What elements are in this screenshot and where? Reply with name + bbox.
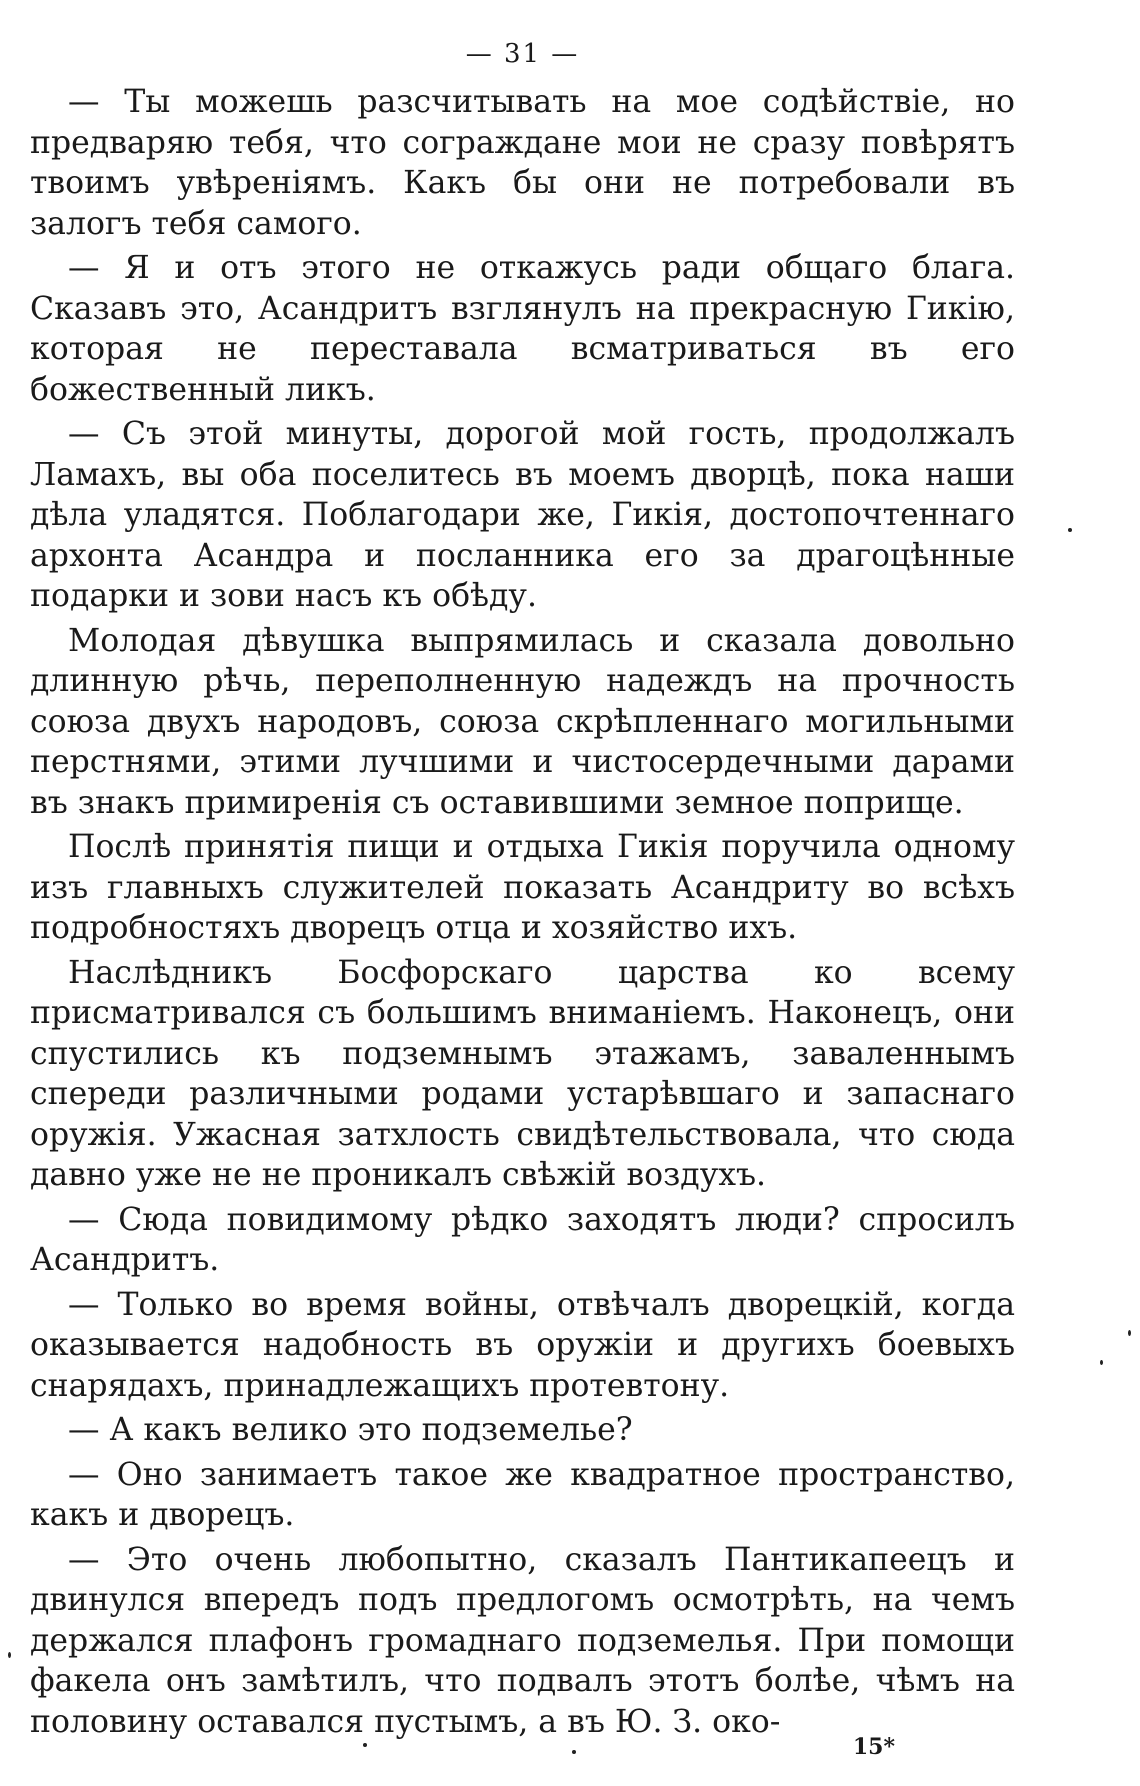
scan-speck [572,1750,576,1754]
paragraph: — Сюда повидимому рѣдко заходятъ люди? спросилъ Асандритъ. [30,1201,1015,1278]
paragraph: Наслѣдникъ Босфорскаго царства ко всему присматривался съ большимъ вниманіемъ. Наконецъ, они спустились къ подземнымъ этажамъ, заваленнымъ спереди различными родами устарѣвшаго и запаснаго оружія. Ужасная затхлость свидѣтельствовала, что сюда давно уже не не проникалъ свѣжій воздухъ. [30,954,1015,1193]
scan-speck [1100,1360,1103,1365]
paragraph: — Оно занимаетъ такое же квадратное пространство, какъ и дворецъ. [30,1456,1015,1533]
paragraph: — Это очень любопытно, сказалъ Пантикапеецъ и двинулся впередъ подъ предлогомъ осмотрѣть, на чемъ держался плафонъ громаднаго подземелья. При помощи факела онъ замѣтилъ, что подвалъ этотъ болѣе, чѣмъ на половину оставался пустымъ, а въ Ю. З. око- [30,1541,1015,1740]
page-text [30,82,1015,1742]
paragraph: — Съ этой минуты, дорогой мой гость, продолжалъ Ламахъ, вы оба поселитесь въ моемъ дворцѣ, пока наши дѣла уладятся. Поблагодари же, Гикія, достопочтеннаго архонта Асандра и посланника его за драгоцѣнные подарки и зови насъ къ обѣду. [30,416,1015,614]
scan-speck [363,1743,367,1747]
paragraph: — Ты можешь разсчитывать на мое содѣйствіе, но предваряю тебя, что сограждане мои не сразу повѣрятъ твоимъ увѣреніямъ. Какъ бы они не потребовали въ залогъ тебя самого. [30,84,1015,242]
paragraph: — А какъ велико это подземелье? [68,1412,633,1448]
scan-speck [8,1652,11,1658]
paragraph: Молодая дѣвушка выпрямилась и сказала довольно длинную рѣчь, переполненную надеждъ на прочность союза двухъ народовъ, союза скрѣпленнаго могильными перстнями, этими лучшими и чистосердечными дарами въ знакъ примиренія съ оставившими земное поприще. [30,622,1015,821]
signature-mark: 15* [852,1734,895,1760]
book-page [30,30,1015,1760]
paragraph: — Только во время войны, отвѣчалъ дворецкій, когда оказывается надобность въ оружіи и другихъ боевыхъ снарядахъ, принадлежащихъ протевтону. [30,1286,1015,1404]
page-number: — 31 — [465,39,580,69]
scan-speck [1128,1330,1131,1336]
paragraph: Послѣ принятія пищи и отдыха Гикія поручила одному изъ главныхъ служителей показать Асандриту во всѣхъ подробностяхъ дворецъ отца и хозяйство ихъ. [30,829,1015,946]
scan-speck [1068,528,1072,532]
paragraph: — Я и отъ этого не откажусь ради общаго блага. Сказавъ это, Асандритъ взглянулъ на прекрасную Гикію, которая не переставала всматриваться въ его божественный ликъ. [30,250,1015,408]
